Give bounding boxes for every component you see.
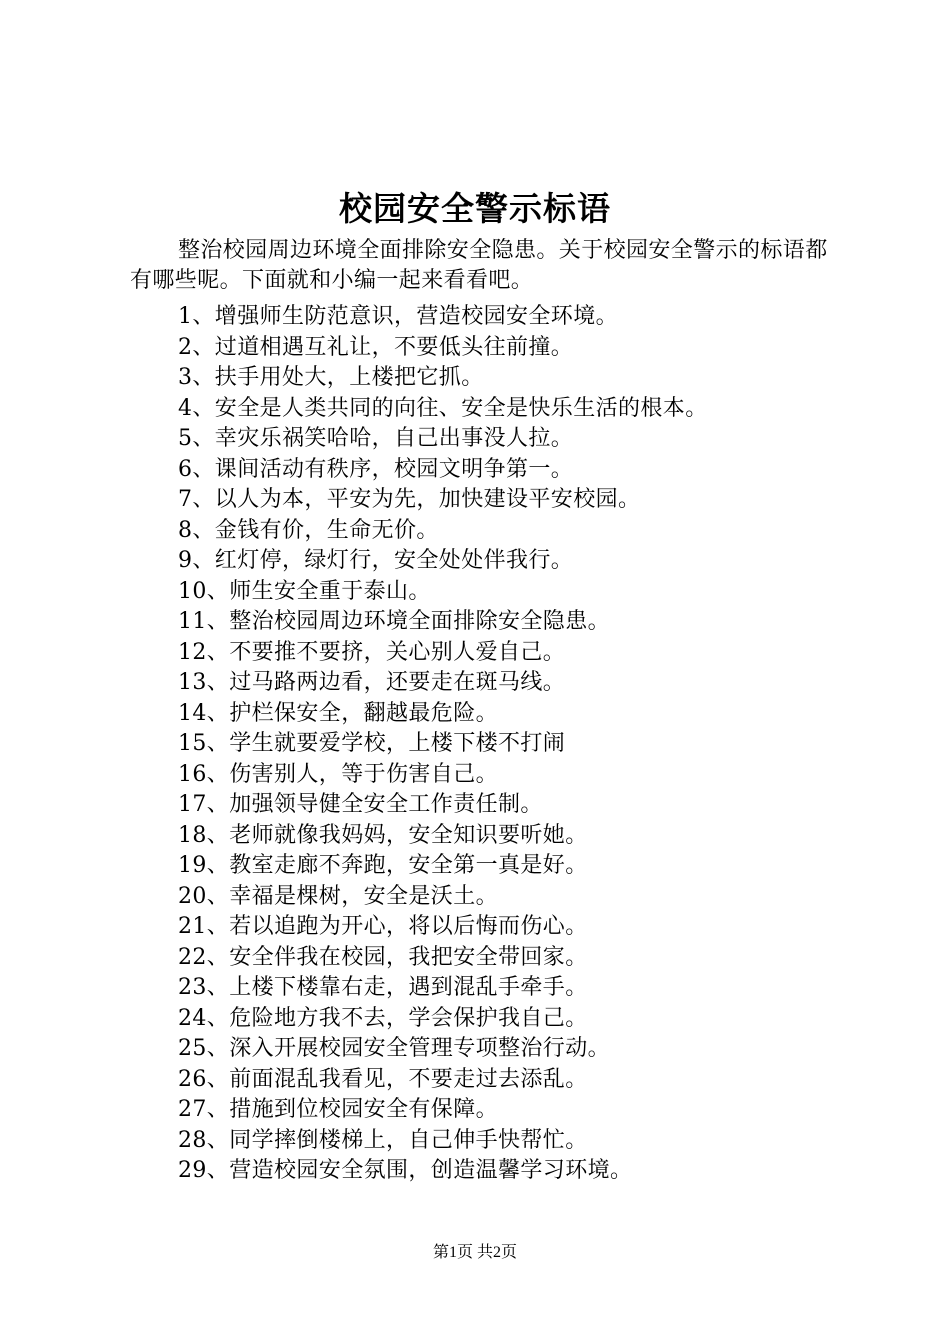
list-item: 19、教室走廊不奔跑，安全第一真是好。 xyxy=(178,853,588,878)
intro-paragraph: 整治校园周边环境全面排除安全隐患。关于校园安全警示的标语都有哪些呢。下面就和小编一起来看看吧。 xyxy=(130,238,828,293)
document-title: 校园安全警示标语 xyxy=(339,189,611,228)
list-item: 27、措施到位校园安全有保障。 xyxy=(178,1097,498,1122)
list-item: 4、安全是人类共同的向往、安全是快乐生活的根本。 xyxy=(178,395,708,421)
list-item: 26、前面混乱我看见，不要走过去添乱。 xyxy=(178,1066,588,1092)
list-item: 5、幸灾乐祸笑哈哈，自己出事没人拉。 xyxy=(178,426,574,451)
list-item: 13、过马路两边看，还要走在斑马线。 xyxy=(178,670,566,695)
list-item: 25、深入开展校园安全管理专项整治行动。 xyxy=(178,1036,610,1061)
list-item: 20、幸福是棵树，安全是沃土。 xyxy=(178,883,498,909)
list-item: 7、以人为本，平安为先，加快建设平安校园。 xyxy=(178,487,641,512)
list-item: 2、过道相遇互礼让，不要低头往前撞。 xyxy=(178,334,574,360)
page-footer: 第1页 共2页 xyxy=(432,1244,517,1261)
list-item: 14、护栏保安全，翻越最危险。 xyxy=(178,700,498,726)
list-item: 29、营造校园安全氛围，创造温馨学习环境。 xyxy=(178,1158,633,1183)
list-item: 1、增强师生防范意识，营造校园安全环境。 xyxy=(178,304,618,329)
list-item: 28、同学摔倒楼梯上，自己伸手快帮忙。 xyxy=(178,1127,588,1153)
list-item: 24、危险地方我不去，学会保护我自己。 xyxy=(178,1005,588,1031)
list-item: 15、学生就要爱学校，上楼下楼不打闹 xyxy=(178,731,566,756)
list-item: 16、伤害别人，等于伤害自己。 xyxy=(178,761,498,787)
list-item: 11、整治校园周边环境全面排除安全隐患。 xyxy=(178,609,610,634)
list-item: 12、不要推不要挤，关心别人爱自己。 xyxy=(178,639,566,665)
list-item: 18、老师就像我妈妈，安全知识要听她。 xyxy=(178,822,588,848)
slogan-list xyxy=(178,302,828,1187)
list-item: 9、红灯停，绿灯行，安全处处伴我行。 xyxy=(178,548,574,573)
list-item: 21、若以追跑为开心，将以后悔而伤心。 xyxy=(178,914,588,939)
list-item: 22、安全伴我在校园，我把安全带回家。 xyxy=(178,944,588,970)
list-item: 3、扶手用处大，上楼把它抓。 xyxy=(178,365,484,390)
list-item: 6、课间活动有秩序，校园文明争第一。 xyxy=(178,456,574,482)
list-item: 8、金钱有价，生命无价。 xyxy=(178,517,439,543)
list-item: 10、师生安全重于泰山。 xyxy=(178,578,431,604)
list-item: 17、加强领导健全安全工作责任制。 xyxy=(178,792,543,817)
list-item: 23、上楼下楼靠右走，遇到混乱手牵手。 xyxy=(178,975,588,1000)
